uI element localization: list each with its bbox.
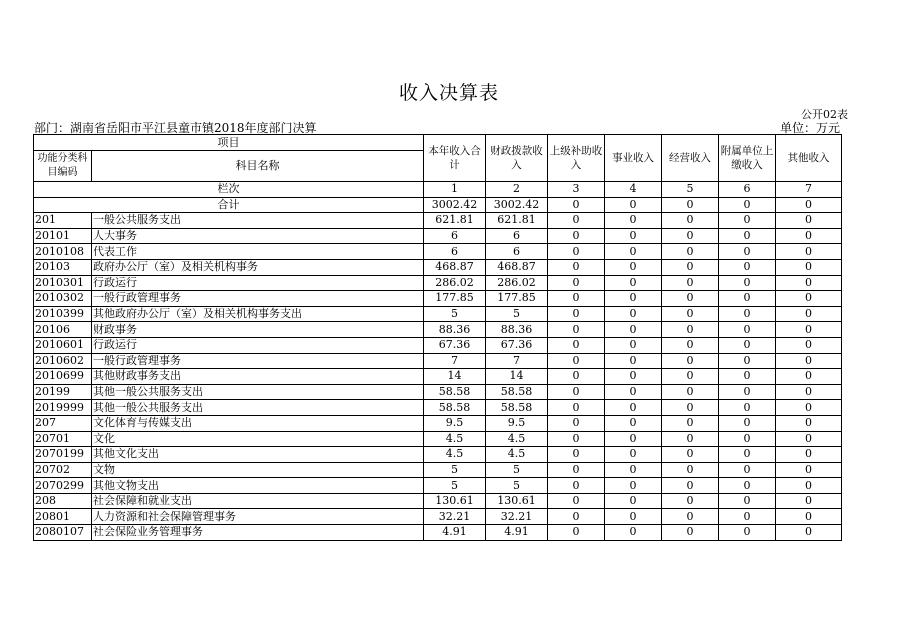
table-row — [34, 384, 842, 400]
report-title: 收入决算表 — [398, 82, 499, 104]
row-code: 2070199 — [34, 447, 92, 463]
row-value-cell: 0 — [776, 400, 842, 416]
row-code: 20106 — [34, 322, 92, 338]
row-value-cell: 0 — [605, 509, 662, 525]
row-value-cell: 5 — [424, 306, 486, 322]
row-value-cell: 0 — [662, 509, 719, 525]
row-value-cell: 0 — [776, 447, 842, 463]
row-value-cell: 0 — [605, 369, 662, 385]
column-number-cell: 5 — [662, 182, 719, 198]
row-code: 2019999 — [34, 400, 92, 416]
table-row — [34, 291, 842, 307]
row-value-cell: 0 — [719, 353, 776, 369]
row-value-cell: 0 — [719, 462, 776, 478]
row-value-cell: 0 — [719, 322, 776, 338]
table-row — [34, 369, 842, 385]
row-value-cell: 0 — [605, 322, 662, 338]
row-value-cell: 9.5 — [424, 415, 486, 431]
row-value-cell: 58.58 — [424, 384, 486, 400]
row-value-cell: 6 — [486, 244, 548, 260]
table-row — [34, 493, 842, 509]
row-value-cell: 0 — [776, 462, 842, 478]
row-code: 2010602 — [34, 353, 92, 369]
row-value-cell: 0 — [605, 462, 662, 478]
row-value-cell: 0 — [548, 337, 605, 353]
total-label: 合计 — [34, 197, 424, 213]
total-row — [34, 197, 842, 213]
row-value-cell: 0 — [662, 291, 719, 307]
row-value-cell: 0 — [719, 493, 776, 509]
row-value-cell: 0 — [776, 291, 842, 307]
row-value-cell: 0 — [776, 322, 842, 338]
row-value-cell: 0 — [662, 431, 719, 447]
header-other: 其他收入 — [776, 135, 842, 182]
row-value-cell: 0 — [776, 431, 842, 447]
table-row — [34, 525, 842, 541]
row-value-cell: 5 — [486, 462, 548, 478]
row-value-cell: 88.36 — [424, 322, 486, 338]
row-value-cell: 0 — [662, 322, 719, 338]
row-value-cell: 67.36 — [424, 337, 486, 353]
table-row — [34, 509, 842, 525]
table-row — [34, 213, 842, 229]
row-code: 20702 — [34, 462, 92, 478]
table-row — [34, 478, 842, 494]
row-value-cell: 0 — [776, 259, 842, 275]
row-value-cell: 621.81 — [424, 213, 486, 229]
row-value-cell: 0 — [548, 400, 605, 416]
table-row — [34, 306, 842, 322]
row-subject-name: 其他文物支出 — [92, 478, 424, 494]
row-value-cell: 468.87 — [486, 259, 548, 275]
row-subject-name: 财政事务 — [92, 322, 424, 338]
row-value-cell: 0 — [548, 509, 605, 525]
total-value-cell: 3002.42 — [424, 197, 486, 213]
row-value-cell: 177.85 — [486, 291, 548, 307]
row-subject-name: 社会保险业务管理事务 — [92, 525, 424, 541]
row-value-cell: 0 — [776, 306, 842, 322]
row-value-cell: 32.21 — [424, 509, 486, 525]
row-value-cell: 0 — [662, 415, 719, 431]
row-value-cell: 5 — [424, 478, 486, 494]
row-value-cell: 0 — [605, 447, 662, 463]
row-subject-name: 一般行政管理事务 — [92, 353, 424, 369]
table-row — [34, 259, 842, 275]
row-code: 20801 — [34, 509, 92, 525]
row-value-cell: 0 — [719, 509, 776, 525]
row-value-cell: 0 — [776, 478, 842, 494]
row-subject-name: 其他一般公共服务支出 — [92, 384, 424, 400]
row-value-cell: 0 — [662, 525, 719, 541]
row-value-cell: 0 — [548, 275, 605, 291]
row-value-cell: 0 — [719, 213, 776, 229]
row-value-cell: 177.85 — [424, 291, 486, 307]
column-number-row — [34, 182, 842, 198]
row-value-cell: 621.81 — [486, 213, 548, 229]
row-value-cell: 5 — [486, 478, 548, 494]
row-value-cell: 5 — [424, 462, 486, 478]
row-code: 2010601 — [34, 337, 92, 353]
row-value-cell: 0 — [662, 244, 719, 260]
row-value-cell: 0 — [719, 337, 776, 353]
header-superior: 上级补助收入 — [548, 135, 605, 182]
row-value-cell: 5 — [486, 306, 548, 322]
row-subject-name: 一般行政管理事务 — [92, 291, 424, 307]
row-value-cell: 0 — [719, 447, 776, 463]
row-subject-name: 政府办公厅（室）及相关机构事务 — [92, 259, 424, 275]
header-item: 项目 — [34, 135, 424, 151]
row-value-cell: 0 — [605, 353, 662, 369]
total-value-cell: 0 — [548, 197, 605, 213]
row-value-cell: 0 — [605, 400, 662, 416]
row-value-cell: 0 — [605, 337, 662, 353]
table-row — [34, 400, 842, 416]
row-value-cell: 0 — [548, 384, 605, 400]
row-value-cell: 0 — [776, 244, 842, 260]
row-subject-name: 社会保障和就业支出 — [92, 493, 424, 509]
header-subject-name: 科目名称 — [92, 151, 424, 182]
row-value-cell: 0 — [605, 213, 662, 229]
row-value-cell: 0 — [605, 415, 662, 431]
column-number-cell: 3 — [548, 182, 605, 198]
department-label: 部门：湖南省岳阳市平江县童市镇2018年度部门决算 — [34, 121, 317, 135]
header-func-code: 功能分类科目编码 — [34, 151, 92, 182]
row-subject-name: 文物 — [92, 462, 424, 478]
row-value-cell: 0 — [548, 228, 605, 244]
row-subject-name: 行政运行 — [92, 275, 424, 291]
row-value-cell: 0 — [776, 525, 842, 541]
row-code: 20701 — [34, 431, 92, 447]
row-value-cell: 0 — [605, 306, 662, 322]
row-subject-name: 代表工作 — [92, 244, 424, 260]
row-subject-name: 人大事务 — [92, 228, 424, 244]
row-value-cell: 4.5 — [424, 431, 486, 447]
row-code: 2010399 — [34, 306, 92, 322]
row-code: 207 — [34, 415, 92, 431]
row-value-cell: 58.58 — [486, 384, 548, 400]
row-value-cell: 0 — [719, 525, 776, 541]
row-value-cell: 0 — [548, 462, 605, 478]
row-code: 2010108 — [34, 244, 92, 260]
row-value-cell: 14 — [486, 369, 548, 385]
row-code: 2010301 — [34, 275, 92, 291]
row-value-cell: 7 — [486, 353, 548, 369]
row-value-cell: 0 — [776, 415, 842, 431]
row-value-cell: 0 — [605, 493, 662, 509]
column-number-cell: 1 — [424, 182, 486, 198]
table-row — [34, 337, 842, 353]
row-value-cell: 0 — [776, 337, 842, 353]
row-value-cell: 0 — [662, 447, 719, 463]
row-value-cell: 58.58 — [424, 400, 486, 416]
row-subject-name: 其他文化支出 — [92, 447, 424, 463]
row-value-cell: 4.5 — [486, 431, 548, 447]
row-code: 20103 — [34, 259, 92, 275]
row-value-cell: 0 — [548, 447, 605, 463]
row-subject-name: 其他一般公共服务支出 — [92, 400, 424, 416]
row-value-cell: 0 — [548, 213, 605, 229]
column-number-label: 栏次 — [34, 182, 424, 198]
row-value-cell: 4.5 — [486, 447, 548, 463]
row-value-cell: 0 — [662, 369, 719, 385]
row-value-cell: 88.36 — [486, 322, 548, 338]
row-value-cell: 0 — [548, 306, 605, 322]
row-value-cell: 0 — [548, 244, 605, 260]
row-value-cell: 0 — [719, 415, 776, 431]
table-row — [34, 228, 842, 244]
row-value-cell: 6 — [486, 228, 548, 244]
row-value-cell: 0 — [605, 384, 662, 400]
row-value-cell: 0 — [662, 337, 719, 353]
header-operating: 经营收入 — [662, 135, 719, 182]
row-value-cell: 0 — [548, 415, 605, 431]
header-business: 事业收入 — [605, 135, 662, 182]
row-value-cell: 468.87 — [424, 259, 486, 275]
row-value-cell: 0 — [548, 353, 605, 369]
row-value-cell: 130.61 — [424, 493, 486, 509]
row-value-cell: 6 — [424, 228, 486, 244]
row-value-cell: 32.21 — [486, 509, 548, 525]
row-value-cell: 0 — [662, 259, 719, 275]
row-value-cell: 0 — [719, 384, 776, 400]
row-value-cell: 0 — [548, 431, 605, 447]
row-subject-name: 行政运行 — [92, 337, 424, 353]
row-value-cell: 0 — [548, 259, 605, 275]
row-value-cell: 0 — [662, 213, 719, 229]
total-value-cell: 0 — [605, 197, 662, 213]
table-row — [34, 353, 842, 369]
row-value-cell: 0 — [662, 384, 719, 400]
row-value-cell: 0 — [719, 431, 776, 447]
row-value-cell: 0 — [605, 478, 662, 494]
row-value-cell: 0 — [548, 369, 605, 385]
table-row — [34, 462, 842, 478]
row-value-cell: 130.61 — [486, 493, 548, 509]
row-value-cell: 0 — [548, 493, 605, 509]
row-value-cell: 0 — [776, 493, 842, 509]
row-code: 2010699 — [34, 369, 92, 385]
row-value-cell: 0 — [776, 213, 842, 229]
row-value-cell: 0 — [662, 275, 719, 291]
row-value-cell: 0 — [605, 244, 662, 260]
row-subject-name: 其他政府办公厅（室）及相关机构事务支出 — [92, 306, 424, 322]
row-value-cell: 0 — [776, 369, 842, 385]
header-total-income: 本年收入合计 — [424, 135, 486, 182]
column-number-cell: 2 — [486, 182, 548, 198]
row-value-cell: 0 — [719, 228, 776, 244]
table-row — [34, 415, 842, 431]
row-value-cell: 0 — [605, 259, 662, 275]
row-value-cell: 0 — [776, 275, 842, 291]
column-number-cell: 4 — [605, 182, 662, 198]
table-row — [34, 431, 842, 447]
row-value-cell: 0 — [719, 275, 776, 291]
row-code: 20199 — [34, 384, 92, 400]
row-subject-name: 人力资源和社会保障管理事务 — [92, 509, 424, 525]
row-subject-name: 文化体育与传媒支出 — [92, 415, 424, 431]
row-code: 20101 — [34, 228, 92, 244]
row-value-cell: 0 — [605, 291, 662, 307]
row-value-cell: 4.5 — [424, 447, 486, 463]
form-code: 公开02表 — [801, 108, 848, 121]
total-value-cell: 3002.42 — [486, 197, 548, 213]
row-value-cell: 0 — [719, 369, 776, 385]
row-value-cell: 0 — [548, 322, 605, 338]
row-value-cell: 0 — [719, 400, 776, 416]
row-value-cell: 0 — [776, 353, 842, 369]
row-value-cell: 6 — [424, 244, 486, 260]
row-value-cell: 67.36 — [486, 337, 548, 353]
row-value-cell: 58.58 — [486, 400, 548, 416]
row-value-cell: 0 — [662, 400, 719, 416]
header-fiscal: 财政拨款收入 — [486, 135, 548, 182]
row-code: 2010302 — [34, 291, 92, 307]
row-value-cell: 0 — [548, 478, 605, 494]
column-number-cell: 7 — [776, 182, 842, 198]
row-value-cell: 0 — [548, 525, 605, 541]
row-code: 2080107 — [34, 525, 92, 541]
row-value-cell: 9.5 — [486, 415, 548, 431]
row-value-cell: 4.91 — [424, 525, 486, 541]
row-value-cell: 4.91 — [486, 525, 548, 541]
total-value-cell: 0 — [662, 197, 719, 213]
row-value-cell: 0 — [776, 228, 842, 244]
row-value-cell: 0 — [776, 509, 842, 525]
table-row — [34, 275, 842, 291]
table-row — [34, 244, 842, 260]
row-value-cell: 0 — [662, 478, 719, 494]
row-value-cell: 0 — [662, 462, 719, 478]
row-value-cell: 286.02 — [424, 275, 486, 291]
total-value-cell: 0 — [776, 197, 842, 213]
row-value-cell: 0 — [719, 259, 776, 275]
row-code: 2070299 — [34, 478, 92, 494]
row-value-cell: 0 — [719, 306, 776, 322]
row-subject-name: 一般公共服务支出 — [92, 213, 424, 229]
unit-label: 单位：万元 — [779, 121, 840, 135]
row-value-cell: 0 — [605, 275, 662, 291]
row-value-cell: 0 — [719, 244, 776, 260]
row-value-cell: 0 — [548, 291, 605, 307]
table-row — [34, 322, 842, 338]
row-code: 208 — [34, 493, 92, 509]
row-value-cell: 0 — [662, 493, 719, 509]
row-value-cell: 14 — [424, 369, 486, 385]
row-value-cell: 0 — [605, 228, 662, 244]
income-table — [33, 134, 842, 541]
row-value-cell: 0 — [662, 353, 719, 369]
table-row — [34, 447, 842, 463]
row-value-cell: 0 — [605, 525, 662, 541]
row-subject-name: 其他财政事务支出 — [92, 369, 424, 385]
row-value-cell: 286.02 — [486, 275, 548, 291]
row-value-cell: 0 — [719, 478, 776, 494]
row-value-cell: 0 — [662, 306, 719, 322]
total-value-cell: 0 — [719, 197, 776, 213]
row-value-cell: 0 — [662, 228, 719, 244]
row-value-cell: 0 — [719, 291, 776, 307]
row-value-cell: 0 — [605, 431, 662, 447]
row-value-cell: 7 — [424, 353, 486, 369]
row-code: 201 — [34, 213, 92, 229]
header-affiliated: 附属单位上缴收入 — [719, 135, 776, 182]
column-number-cell: 6 — [719, 182, 776, 198]
row-subject-name: 文化 — [92, 431, 424, 447]
row-value-cell: 0 — [776, 384, 842, 400]
